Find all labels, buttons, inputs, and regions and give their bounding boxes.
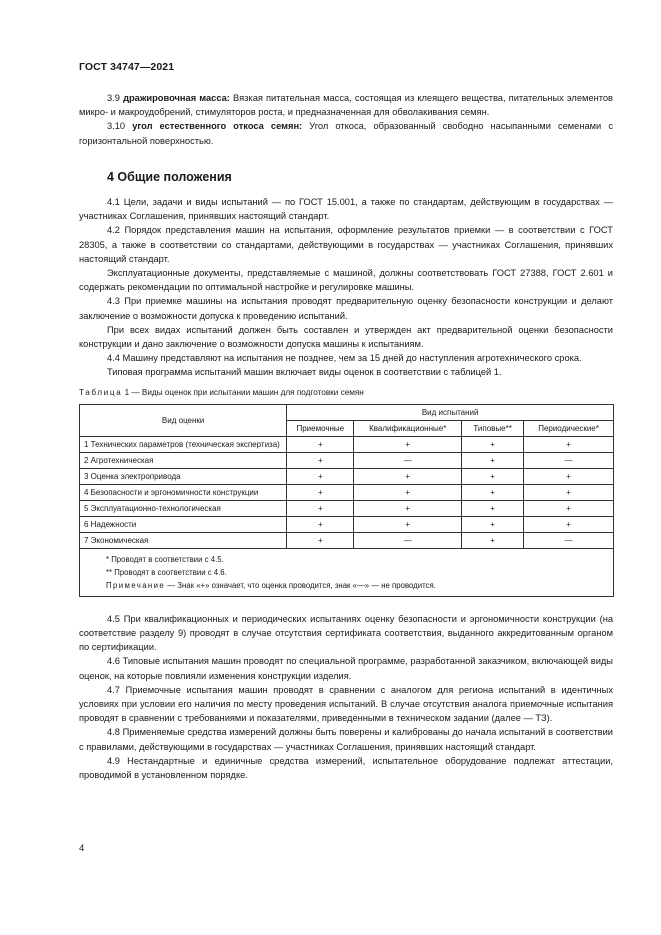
page-number: 4 (79, 843, 85, 854)
term-name: угол естественного откоса семян: (132, 121, 303, 132)
table-row (80, 516, 614, 532)
document-code: ГОСТ 34747—2021 (79, 61, 175, 73)
cell: + (287, 484, 354, 500)
cell: + (524, 500, 614, 516)
cell: — (354, 452, 462, 468)
term-3-10 (79, 119, 613, 147)
paragraph: 4.8 Применяемые средства измерений должны быть поверены и калиброваны до начала испытаний в соответствии с правилами, действующими в государствах — участниках Соглашения, принявших настоящий стандарт. (79, 727, 613, 752)
table-row (80, 484, 614, 500)
row-name: 5 Эксплуатационно-технологическая (80, 500, 287, 516)
table-notes (80, 548, 614, 596)
paragraph: 4.2 Порядок представления машин на испытания, оформление результатов приемки — в соответствии с ГОСТ 28305, а также в соответствии со стандартами, действующими в государствах — участниках Соглашения, принявших настоящий стандарт. (79, 225, 613, 264)
header-assessment-type: Вид оценки (80, 404, 287, 436)
table-caption-text: 1 — Виды оценок при испытании машин для подготовки семян (122, 387, 364, 397)
paragraph: 4.1 Цели, задачи и виды испытаний — по ГОСТ 15.001, а также по стандартам, действующим в государствах — участниках Соглашения, принявших настоящий стандарт. (79, 197, 613, 222)
paragraph: 4.9 Нестандартные и единичные средства измерений, испытательное оборудование подлежат аттестации, проводимой в установленном порядке. (79, 755, 613, 781)
paragraph: 4.4 Машину представляют на испытания не позднее, чем за 15 дней до наступления агротехнического срока. (107, 353, 582, 364)
header-cell: Типовые** (462, 420, 524, 436)
cell: + (462, 436, 524, 452)
table-row (80, 532, 614, 548)
row-name: 1 Технических параметров (техническая экспертиза) (80, 436, 287, 452)
cell: — (354, 532, 462, 548)
table-row (80, 436, 614, 452)
footnote: ** Проводят в соответствии с 4.6. (106, 567, 227, 577)
table-row (80, 452, 614, 468)
page-body (79, 91, 613, 782)
table-row (80, 500, 614, 516)
paragraph: Типовая программа испытаний машин включает виды оценок в соответствии с таблицей 1. (107, 367, 502, 378)
paragraph: Эксплуатационные документы, представляемые с машиной, должны соответствовать ГОСТ 27388, ГОСТ 2.601 и содержать рекомендации по оптимальной настройке и регулировке машины. (79, 268, 613, 293)
cell: + (354, 516, 462, 532)
footnote: * Проводят в соответствии с 4.5. (106, 554, 224, 564)
row-name: 6 Надежности (80, 516, 287, 532)
term-number: 3.10 (107, 121, 126, 132)
section-title: 4 Общие положения (107, 169, 232, 184)
paragraph: 4.7 Приемочные испытания машин проводят в сравнении с аналогом для региона испытаний в идентичных условиях при условии его наличия по месту проведения испытаний. В случае отсутствия аналога приемочные испытания проводят в сравнении с требованиями и показателями, приведенными в техническом задании (далее — ТЗ). (79, 684, 613, 724)
term-definition: Угол откоса, образованный свободно насыпанными семенами с горизонтальной поверхностью. (79, 121, 613, 146)
table-caption (79, 386, 613, 400)
cell: + (354, 500, 462, 516)
header-cell: Квалификационные* (354, 420, 462, 436)
cell: — (524, 452, 614, 468)
cell: + (287, 436, 354, 452)
cell: + (354, 436, 462, 452)
table-row (80, 468, 614, 484)
cell: + (287, 532, 354, 548)
paragraphs-after-table (79, 612, 613, 782)
cell: + (462, 468, 524, 484)
cell: + (462, 516, 524, 532)
term-definition: Вязкая питательная масса, состоящая из клеящего вещества, питательных элементов микро- и макроудобрений, стимуляторов роста, и предназначенная для обволакивания семян. (79, 93, 613, 118)
paragraph: 4.5 При квалификационных и периодических испытаниях оценку безопасности и эргономичности конструкции (на соответствие разделу 9) проводят в случае отсутствия сертификата соответствия, выданного аккредитованным органом по сертификации. (79, 613, 613, 653)
cell: + (524, 436, 614, 452)
cell: + (287, 452, 354, 468)
cell: + (287, 516, 354, 532)
cell: + (524, 468, 614, 484)
table-note (106, 579, 609, 592)
table-caption-prefix: Таблица (79, 387, 123, 397)
row-name: 2 Агротехническая (80, 452, 287, 468)
header-test-types: Вид испытаний (287, 404, 614, 420)
paragraph: При всех видах испытаний должен быть составлен и утвержден акт предварительной оценки безопасности конструкции и дано заключение о возможности допуска машины к испытаниям. (79, 324, 613, 350)
cell: + (524, 484, 614, 500)
header-cell: Периодические* (524, 420, 614, 436)
term-3-9 (79, 91, 613, 119)
paragraph: 4.6 Типовые испытания машин проводят по специальной программе, разработанной заказчиком, включающей виды оценок, на которые повлияли изменения конструкции изделия. (79, 656, 613, 681)
cell: + (462, 532, 524, 548)
cell: + (354, 468, 462, 484)
assessment-table (79, 404, 614, 597)
cell: + (462, 452, 524, 468)
cell: + (462, 484, 524, 500)
row-name: 4 Безопасности и эргономичности конструкции (80, 484, 287, 500)
row-name: 3 Оценка электропривода (80, 468, 287, 484)
cell: + (354, 484, 462, 500)
term-name: дражировочная масса: (123, 93, 230, 103)
row-name: 7 Экономическая (80, 532, 287, 548)
term-number: 3.9 (107, 93, 120, 103)
cell: + (462, 500, 524, 516)
cell: + (287, 500, 354, 516)
note-prefix: Примечание (106, 580, 166, 590)
header-cell: Приемочные (287, 420, 354, 436)
paragraph: 4.3 При приемке машины на испытания проводят предварительную оценку безопасности конструкции и делают заключение о возможности допуска к проведению испытаний. (79, 296, 613, 321)
cell: + (287, 468, 354, 484)
note-text: — Знак «+» означает, что оценка проводится, знак «—» — не проводится. (165, 580, 436, 590)
cell: — (524, 532, 614, 548)
cell: + (524, 516, 614, 532)
